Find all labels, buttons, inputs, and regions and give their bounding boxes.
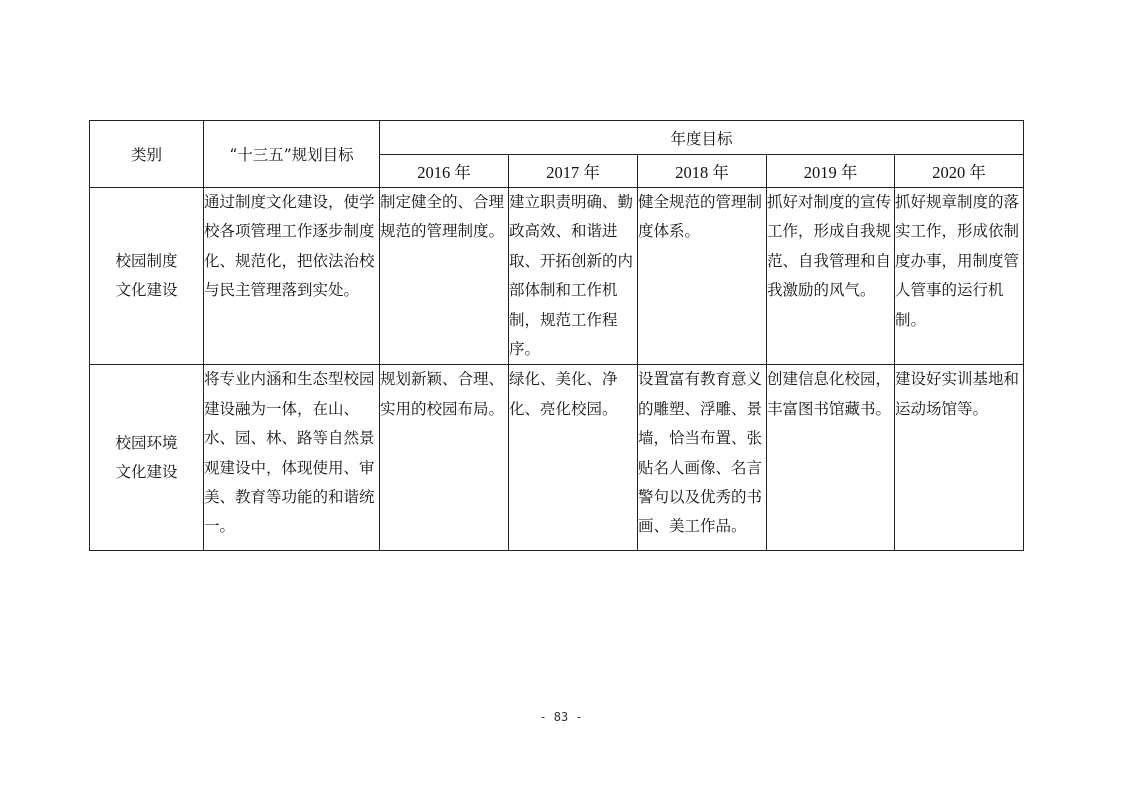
header-row <box>90 121 1024 155</box>
year-goal-cell: 规划新颖、合理、实用的校园布局。 <box>380 365 509 551</box>
year-goal-cell: 建立职责明确、勤政高效、和谐进取、开拓创新的内部体制和工作机制，规范工作程序。 <box>509 188 638 365</box>
header-annual-goal: 年度目标 <box>380 121 1024 155</box>
table-row <box>90 365 1024 551</box>
category-line: 文化建设 <box>115 462 178 481</box>
year-goal-cell: 创建信息化校园，丰富图书馆藏书。 <box>767 365 895 551</box>
table-row <box>90 188 1024 365</box>
plan-goal-cell: 将专业内涵和生态型校园建设融为一体，在山、水、园、林、路等自然景观建设中，体现使用、审美、教育等功能的和谐统一。 <box>204 365 380 551</box>
category-line: 文化建设 <box>115 281 178 300</box>
year-goal-cell: 抓好规章制度的落实工作，形成依制度办事，用制度管人管事的运行机制。 <box>895 188 1024 365</box>
row-category <box>90 188 204 365</box>
annual-goals-table <box>89 120 1024 551</box>
header-year-2018: 2018 年 <box>638 155 767 188</box>
year-goal-cell: 制定健全的、合理规范的管理制度。 <box>380 188 509 365</box>
year-goal-cell: 设置富有教育意义的雕塑、浮雕、景墙，恰当布置、张贴名人画像、名言警句以及优秀的书画、美工作品。 <box>638 365 767 551</box>
row-category <box>90 365 204 551</box>
year-goal-cell: 健全规范的管理制度体系。 <box>638 188 767 365</box>
page-number: - 83 - <box>539 710 583 724</box>
plan-goal-cell: 通过制度文化建设，使学校各项管理工作逐步制度化、规范化，把依法治校与民主管理落到实处。 <box>204 188 380 365</box>
category-line: 校园环境 <box>115 433 178 452</box>
header-year-2017: 2017 年 <box>509 155 638 188</box>
header-year-2020: 2020 年 <box>895 155 1024 188</box>
header-category: 类别 <box>90 121 204 188</box>
year-goal-cell: 抓好对制度的宣传工作，形成自我规范、自我管理和自我激励的风气。 <box>767 188 895 365</box>
year-goal-cell: 绿化、美化、净化、亮化校园。 <box>509 365 638 551</box>
year-goal-cell: 建设好实训基地和运动场馆等。 <box>895 365 1024 551</box>
header-year-2016: 2016 年 <box>380 155 509 188</box>
header-plan-goal: “十三五”规划目标 <box>204 121 380 188</box>
category-line: 校园制度 <box>115 252 178 271</box>
header-year-2019: 2019 年 <box>767 155 895 188</box>
